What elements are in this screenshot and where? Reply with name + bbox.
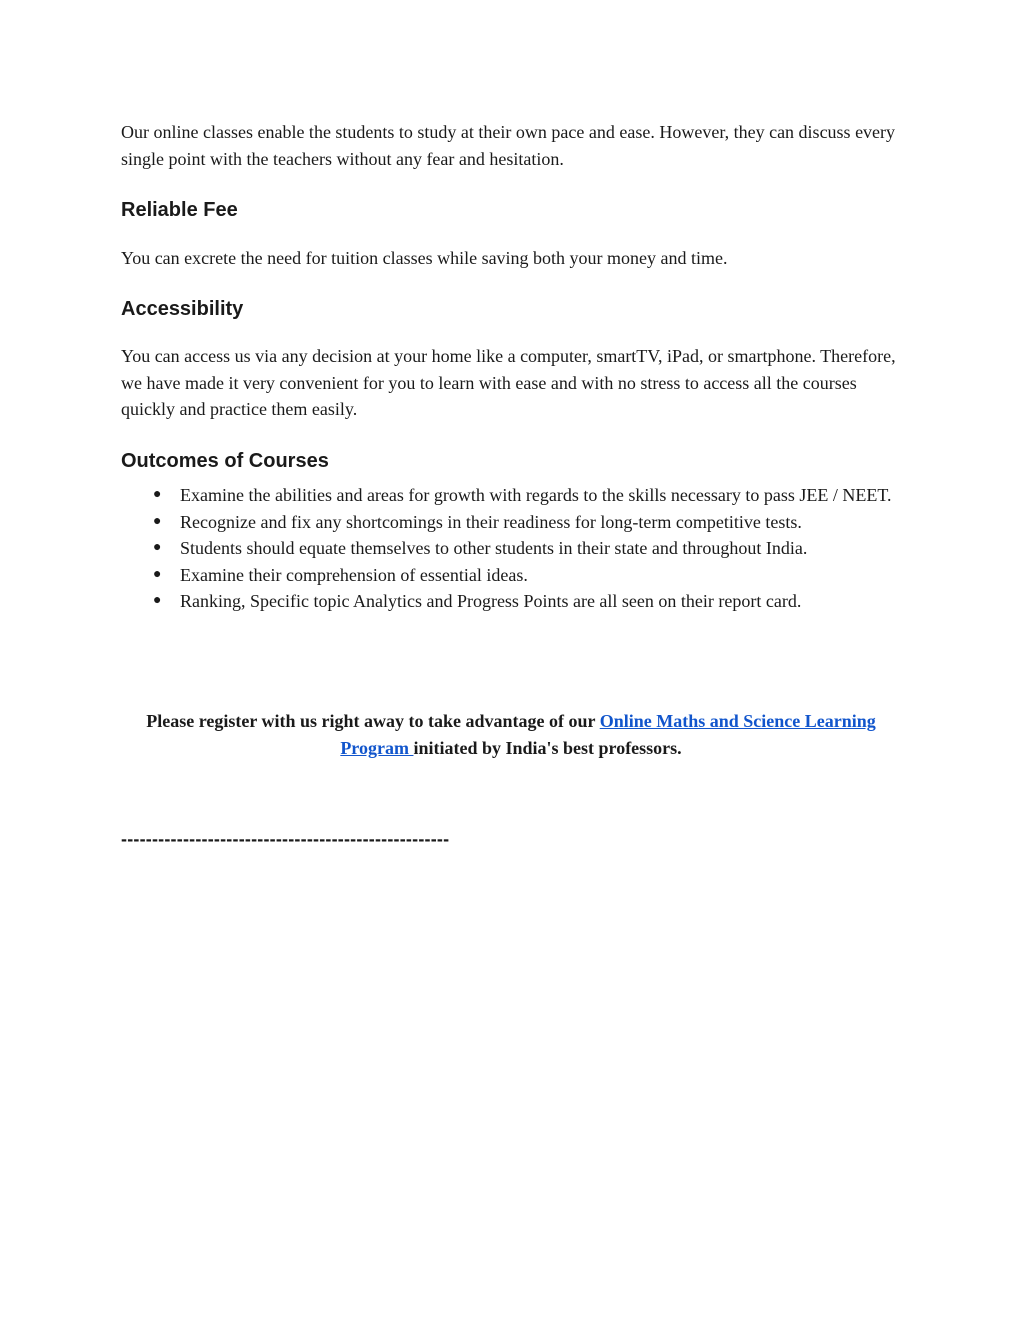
list-item-text: Examine their comprehension of essential ideas. [180, 564, 528, 585]
list-item [121, 509, 911, 536]
accessibility-paragraph: You can access us via any decision at your home like a computer, smartTV, iPad, or smartphone. Therefore, we have made it very convenient for you to learn with ease and with no stress to access all the courses quickly and practice them easily. [121, 346, 896, 419]
bullet-icon: ● [153, 540, 162, 555]
outcomes-heading: Outcomes of Courses [121, 450, 329, 472]
cta-suffix-text: initiated by India's best professors. [413, 737, 682, 758]
dashed-separator: ----------------------------------------------------- [121, 829, 450, 849]
list-item-text: Recognize and fix any shortcomings in their readiness for long-term competitive tests. [180, 511, 802, 532]
list-item-text: Examine the abilities and areas for growth with regards to the skills necessary to pass JEE / NEET. [180, 485, 892, 505]
outcomes-list [121, 482, 911, 615]
bullet-icon: ● [153, 487, 162, 502]
cta-prefix-text: Please register with us right away to take advantage of our [146, 711, 600, 731]
list-item [121, 482, 911, 509]
intro-paragraph: Our online classes enable the students to study at their own pace and ease. However, they can discuss every single point with the teachers without any fear and hesitation. [121, 122, 896, 169]
list-item-text: Ranking, Specific topic Analytics and Progress Points are all seen on their report card. [180, 591, 802, 611]
list-item [121, 562, 911, 589]
bullet-icon: ● [153, 593, 162, 608]
reliable-fee-paragraph: You can excrete the need for tuition classes while saving both your money and time. [121, 248, 728, 268]
accessibility-heading: Accessibility [121, 298, 244, 320]
register-call-to-action [121, 708, 901, 761]
reliable-fee-heading: Reliable Fee [121, 199, 238, 221]
bullet-icon: ● [153, 566, 162, 582]
list-item [121, 535, 911, 562]
learning-program-link[interactable]: Online Maths and Science Learning Program [340, 711, 876, 758]
bullet-icon: ● [153, 513, 162, 529]
list-item-text: Students should equate themselves to other students in their state and throughout India. [180, 538, 808, 558]
list-item [121, 588, 911, 615]
